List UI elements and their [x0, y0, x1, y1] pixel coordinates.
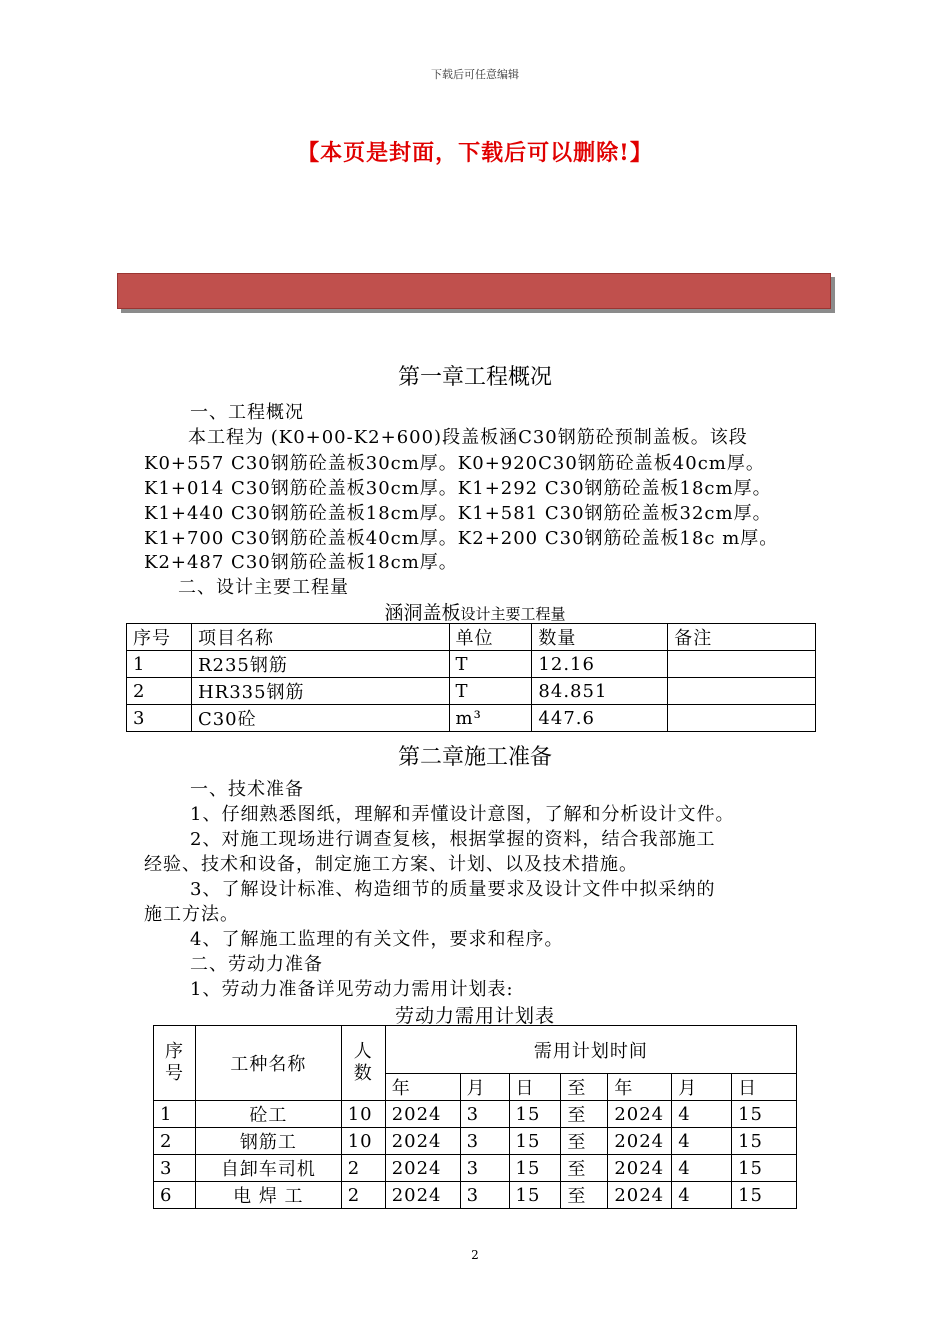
table-cell: T: [449, 651, 532, 678]
chapter2-paragraph: 3、了解设计标准、构造细节的质量要求及设计文件中拟采纳的: [190, 879, 716, 900]
table-cell: 15: [732, 1155, 797, 1182]
table-cell: 15: [509, 1101, 561, 1128]
labor-table-caption: 劳动力需用计划表: [394, 1005, 555, 1027]
labor-subheader-cell: 至: [561, 1074, 608, 1101]
chapter2-title: 第二章施工准备: [397, 745, 552, 770]
chapter1-title: 第一章工程概况: [397, 365, 552, 390]
table-cell: 3: [154, 1155, 196, 1182]
table-cell: 2024: [385, 1155, 460, 1182]
quantity-table-caption: [0, 598, 950, 625]
chapter2-section2-heading: 二、劳动力准备: [190, 954, 323, 975]
table-row: [154, 1155, 797, 1182]
table-cell: 3: [460, 1101, 509, 1128]
table-cell: 2: [154, 1128, 196, 1155]
labor-header-time: 需用计划时间: [385, 1026, 796, 1074]
chapter1-line: 本工程为 (K0+00-K2+600)段盖板涵C30钢筋砼预制盖板。该段: [188, 427, 748, 448]
table-cell: 2: [127, 678, 192, 705]
table-header-cell: 备注: [668, 624, 816, 651]
table-cell: 钢筋工: [195, 1128, 341, 1155]
quantity-table: [126, 623, 816, 732]
table-cell: 15: [732, 1182, 797, 1209]
table-cell: 1: [127, 651, 192, 678]
chapter1-line: K1+700 C30钢筋砼盖板40cm厚。K2+200 C30钢筋砼盖板18c m厚。: [144, 528, 779, 549]
table-cell: 2024: [608, 1155, 672, 1182]
table-cell: [668, 705, 816, 732]
chapter1-line: K1+440 C30钢筋砼盖板18cm厚。K1+581 C30钢筋砼盖板32cm厚。: [144, 503, 772, 524]
table-cell: 2024: [608, 1128, 672, 1155]
table-cell: 84.851: [532, 678, 668, 705]
table-cell: 4: [672, 1101, 732, 1128]
table-cell: 2024: [385, 1101, 460, 1128]
quantity-table-caption-big: 涵洞盖板: [384, 602, 461, 624]
labor-subheader-cell: 年: [608, 1074, 672, 1101]
chapter1-section1-heading: 一、工程概况: [190, 402, 304, 423]
page-number: 2: [471, 1248, 479, 1262]
chapter1-line: K2+487 C30钢筋砼盖板18cm厚。: [144, 552, 458, 573]
table-header-cell: 单位: [449, 624, 532, 651]
table-cell: 至: [561, 1182, 608, 1209]
table-row: [127, 705, 816, 732]
table-cell: 15: [509, 1155, 561, 1182]
table-cell: 4: [672, 1128, 732, 1155]
table-header-cell: 项目名称: [191, 624, 449, 651]
table-cell: 3: [460, 1182, 509, 1209]
table-row: [127, 651, 816, 678]
table-row: [154, 1182, 797, 1209]
chapter2-section1-heading: 一、技术准备: [190, 779, 304, 800]
table-header-cell: 数量: [532, 624, 668, 651]
table-cell: 2024: [608, 1182, 672, 1209]
table-cell: 2: [341, 1182, 385, 1209]
table-row: [154, 1101, 797, 1128]
labor-subheader-cell: 日: [732, 1074, 797, 1101]
chapter2-paragraph: 经验、技术和设备，制定施工方案、计划、以及技术措施。: [144, 854, 638, 875]
table-cell: 447.6: [532, 705, 668, 732]
table-cell: 2024: [385, 1182, 460, 1209]
table-cell: [668, 678, 816, 705]
labor-header-row: [154, 1026, 797, 1074]
table-row: [127, 678, 816, 705]
labor-subheader-cell: 月: [672, 1074, 732, 1101]
table-header-row: [127, 624, 816, 651]
chapter2-paragraph: 1、仔细熟悉图纸，理解和弄懂设计意图，了解和分析设计文件。: [190, 804, 735, 825]
table-cell: 2024: [385, 1128, 460, 1155]
labor-header-count: 人数: [341, 1026, 385, 1101]
labor-subheader-cell: 月: [460, 1074, 509, 1101]
table-cell: HR335钢筋: [191, 678, 449, 705]
table-cell: R235钢筋: [191, 651, 449, 678]
labor-plan-table: [153, 1025, 797, 1209]
table-cell: 6: [154, 1182, 196, 1209]
table-cell: 2: [341, 1155, 385, 1182]
table-cell: 砼工: [195, 1101, 341, 1128]
decorative-red-bar: [117, 273, 831, 309]
chapter2-paragraph: 4、了解施工监理的有关文件，要求和程序。: [190, 929, 564, 950]
table-cell: 10: [341, 1128, 385, 1155]
table-cell: 至: [561, 1101, 608, 1128]
chapter1-line: K1+014 C30钢筋砼盖板30cm厚。K1+292 C30钢筋砼盖板18cm厚。: [144, 478, 772, 499]
cover-note: 【本页是封面，下载后可以删除!】: [297, 140, 653, 166]
table-cell: 12.16: [532, 651, 668, 678]
table-cell: 4: [672, 1182, 732, 1209]
labor-header-seq: 序号: [154, 1026, 196, 1101]
chapter2-paragraph: 2、对施工现场进行调查复核，根据掌握的资料，结合我部施工: [190, 829, 716, 850]
chapter1-line: K0+557 C30钢筋砼盖板30cm厚。K0+920C30钢筋砼盖板40cm厚。: [144, 453, 765, 474]
table-cell: 10: [341, 1101, 385, 1128]
table-cell: 电 焊 工: [195, 1182, 341, 1209]
labor-header-trade: 工种名称: [195, 1026, 341, 1101]
table-cell: C30砼: [191, 705, 449, 732]
chapter2-paragraph: 1、劳动力准备详见劳动力需用计划表:: [190, 979, 514, 1000]
table-cell: 至: [561, 1155, 608, 1182]
table-cell: m³: [449, 705, 532, 732]
table-cell: 3: [127, 705, 192, 732]
table-cell: 1: [154, 1101, 196, 1128]
table-cell: 3: [460, 1155, 509, 1182]
table-cell: 15: [509, 1182, 561, 1209]
table-cell: 自卸车司机: [195, 1155, 341, 1182]
labor-subheader-cell: 年: [385, 1074, 460, 1101]
table-cell: T: [449, 678, 532, 705]
table-cell: [668, 651, 816, 678]
table-cell: 2024: [608, 1101, 672, 1128]
chapter1-section2-heading: 二、设计主要工程量: [178, 577, 349, 598]
table-row: [154, 1128, 797, 1155]
quantity-table-caption-small: 设计主要工程量: [460, 605, 566, 623]
header-note: 下载后可任意编辑: [431, 68, 519, 81]
table-cell: 3: [460, 1128, 509, 1155]
table-cell: 15: [732, 1128, 797, 1155]
table-cell: 4: [672, 1155, 732, 1182]
table-header-cell: 序号: [127, 624, 192, 651]
chapter2-paragraph: 施工方法。: [144, 904, 239, 925]
labor-subheader-cell: 日: [509, 1074, 561, 1101]
table-cell: 15: [732, 1101, 797, 1128]
table-cell: 15: [509, 1128, 561, 1155]
table-cell: 至: [561, 1128, 608, 1155]
